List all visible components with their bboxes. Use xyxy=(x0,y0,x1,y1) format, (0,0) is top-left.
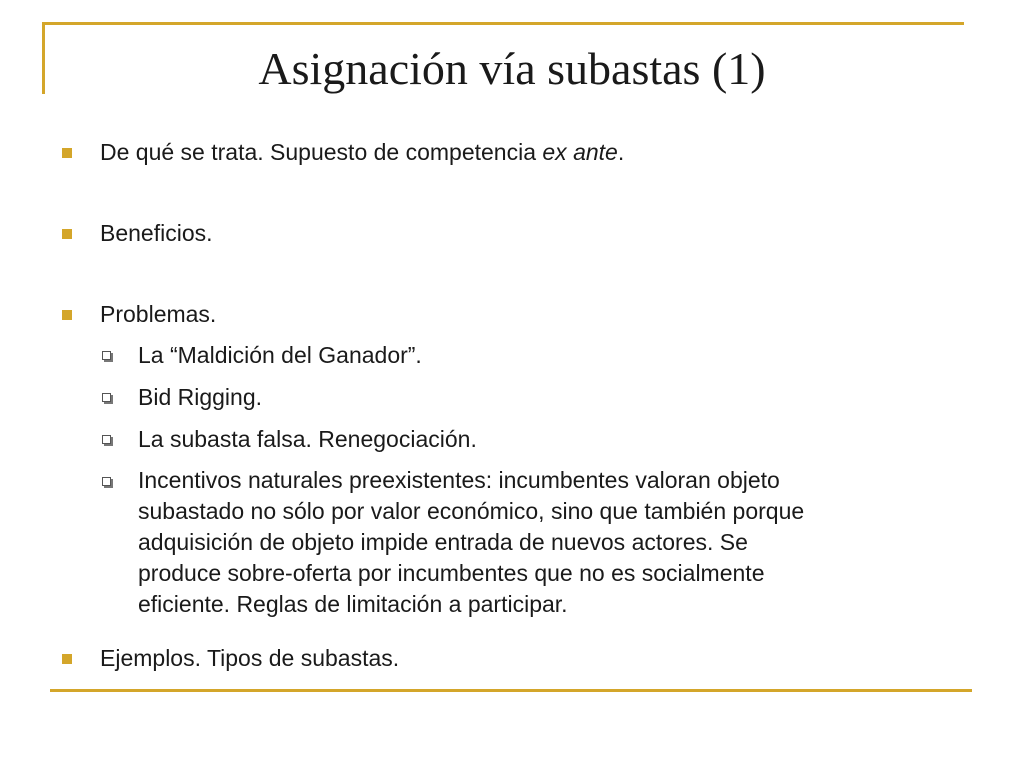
hollow-square-bullet-icon xyxy=(102,477,111,486)
bullet-text: Beneficios. xyxy=(100,220,213,246)
paragraph-line: Incentivos naturales preexistentes: incumbentes valoran objeto xyxy=(138,467,780,493)
bullet-text: Problemas. xyxy=(100,301,217,327)
sub-bullet-text: La subasta falsa. Renegociación. xyxy=(138,426,477,452)
square-bullet-icon xyxy=(62,148,72,158)
sub-bullet-text: La “Maldición del Ganador”. xyxy=(138,342,422,368)
sub-bullet-text: Bid Rigging. xyxy=(138,384,263,410)
bullet-text xyxy=(100,136,624,168)
square-bullet-icon xyxy=(62,654,72,664)
square-bullet-icon xyxy=(62,310,72,320)
hollow-square-bullet-icon xyxy=(102,351,111,360)
bullet-text-italic: ex ante xyxy=(542,139,618,165)
bullet-text-end: . xyxy=(617,139,625,165)
paragraph-line: subastado no sólo por valor económico, sino que también porque xyxy=(138,498,805,524)
paragraph-line: eficiente. Reglas de limitación a participar. xyxy=(138,591,568,617)
hollow-square-bullet-icon xyxy=(102,435,111,444)
sub-bullet-paragraph xyxy=(138,465,804,620)
paragraph-line: produce sobre-oferta por incumbentes que no es socialmente xyxy=(138,560,765,586)
hollow-square-bullet-icon xyxy=(102,393,111,402)
bullet-text-main: De qué se trata. Supuesto de competencia xyxy=(100,139,543,165)
bullet-text: Ejemplos. Tipos de subastas. xyxy=(100,645,400,671)
square-bullet-icon xyxy=(62,229,72,239)
slide-title: Asignación vía subastas (1) xyxy=(258,43,766,94)
paragraph-line: adquisición de objeto impide entrada de nuevos actores. Se xyxy=(138,529,748,555)
